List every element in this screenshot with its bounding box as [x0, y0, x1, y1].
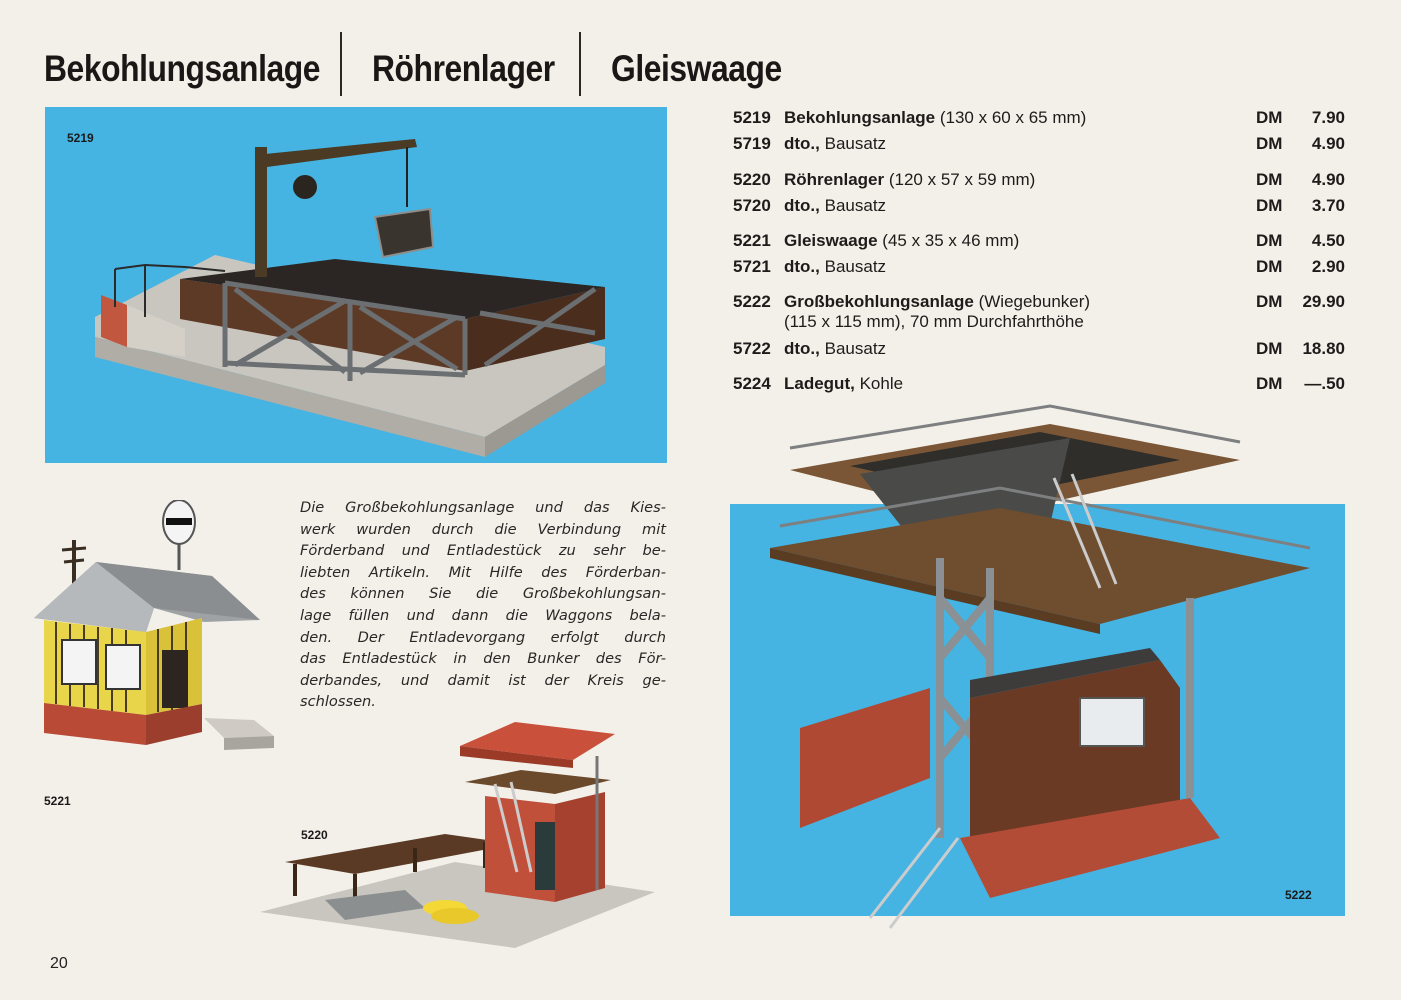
coaling-station-illustration: [45, 107, 667, 463]
item-number: 5222: [733, 292, 771, 311]
item-detail: Bausatz: [819, 339, 887, 358]
item-description: [784, 196, 886, 216]
item-number: 5721: [733, 257, 771, 276]
item-currency: DM: [1256, 108, 1283, 127]
item-detail: (45 x 35 x 46 mm): [877, 231, 1020, 250]
item-number: 5219: [733, 108, 771, 127]
item-name: dto.,: [784, 196, 820, 215]
item-currency: DM: [1256, 196, 1283, 215]
paragraph-line: liebten Artikeln. Mit Hilfe des Förderban-: [300, 563, 666, 581]
item-price: 29.90: [1302, 292, 1345, 311]
price-row: [733, 170, 1345, 194]
heading-divider: [340, 32, 342, 96]
price-row: [733, 231, 1345, 255]
paragraph-line: schlossen.: [300, 693, 376, 711]
heading-roehrenlager: Röhrenlager: [372, 48, 555, 89]
large-coaling-station-illustration: [770, 398, 1310, 938]
item-detail: (130 x 60 x 65 mm): [935, 108, 1087, 127]
image-code: 5222: [1285, 888, 1312, 902]
item-price: 4.90: [1311, 134, 1345, 153]
item-description: [784, 292, 1090, 312]
description-paragraph: [300, 497, 666, 713]
image-code: 5219: [67, 131, 94, 145]
item-number: 5220: [733, 170, 771, 189]
price-row: [733, 292, 1345, 336]
item-name: Großbekohlungsanlage: [784, 292, 974, 311]
item-description: [784, 374, 903, 394]
price-row: [733, 134, 1345, 158]
item-description: [784, 339, 886, 359]
image-code: 5221: [44, 794, 71, 808]
item-price: 18.80: [1302, 339, 1345, 358]
price-row: [733, 257, 1345, 281]
heading-gleiswaage: Gleiswaage: [611, 48, 782, 89]
price-row: [733, 108, 1345, 132]
item-number: 5221: [733, 231, 771, 250]
item-detail: Bausatz: [819, 134, 887, 153]
item-detail: Kohle: [854, 374, 904, 393]
heading-divider: [579, 32, 581, 96]
item-price: 4.50: [1311, 231, 1345, 250]
item-detail: (120 x 57 x 59 mm): [884, 170, 1036, 189]
price-row: [733, 196, 1345, 220]
item-price: 7.90: [1311, 108, 1345, 127]
paragraph-line: Die Großbekohlungsanlage und das Kies-: [300, 499, 666, 516]
item-description: [784, 257, 886, 277]
item-price: 4.90: [1311, 170, 1345, 189]
item-currency: DM: [1256, 257, 1283, 276]
photo-scale-hut: [34, 500, 284, 760]
item-number: 5224: [733, 374, 771, 393]
item-price: 3.70: [1311, 196, 1345, 215]
paragraph-line: das Entladestück in den Bunker des För-: [300, 650, 666, 668]
item-currency: DM: [1256, 292, 1283, 311]
paragraph-line: des können Sie die Großbekohlungsan-: [300, 585, 666, 603]
item-detail: Bausatz: [819, 196, 887, 215]
price-row: [733, 339, 1345, 363]
item-description: [784, 134, 886, 154]
item-name: Ladegut,: [784, 374, 855, 393]
item-currency: DM: [1256, 170, 1283, 189]
paragraph-line: derbandes, und damit ist der Kreis ge-: [300, 671, 666, 689]
item-currency: DM: [1256, 374, 1283, 393]
paragraph-line: Förderband und Entladestück zu sehr be-: [300, 542, 666, 560]
paragraph-line: lage füllen und dann die Waggons bela-: [300, 606, 666, 624]
item-number: 5722: [733, 339, 771, 358]
item-number: 5719: [733, 134, 771, 153]
item-currency: DM: [1256, 339, 1283, 358]
heading-bekohlungsanlage: Bekohlungsanlage: [44, 48, 321, 89]
item-description: [784, 231, 1019, 251]
price-row: [733, 374, 1345, 398]
item-name: Bekohlungsanlage: [784, 108, 936, 127]
item-currency: DM: [1256, 134, 1283, 153]
item-name: dto.,: [784, 257, 820, 276]
item-name: dto.,: [784, 134, 820, 153]
image-code: 5220: [301, 828, 328, 842]
photo-coaling-station: [45, 107, 667, 463]
paragraph-line: werk wurden durch die Verbindung mit: [300, 520, 666, 538]
item-number: 5720: [733, 196, 771, 215]
item-name: Röhrenlager: [784, 170, 885, 189]
item-price: 2.90: [1311, 257, 1345, 276]
item-detail: Bausatz: [819, 257, 887, 276]
item-detail: (Wiegebunker): [973, 292, 1091, 311]
item-currency: DM: [1256, 231, 1283, 250]
item-name: Gleiswaage: [784, 231, 878, 250]
item-description: [784, 170, 1035, 190]
paragraph-line: den. Der Entladevorgang erfolgt durch: [300, 628, 666, 646]
item-price: —.50: [1304, 374, 1345, 393]
item-detail-line2: (115 x 115 mm), 70 mm Durchfahrthöhe: [784, 312, 1084, 331]
item-description: [784, 108, 1086, 128]
item-name: dto.,: [784, 339, 820, 358]
page-number: 20: [50, 955, 68, 972]
